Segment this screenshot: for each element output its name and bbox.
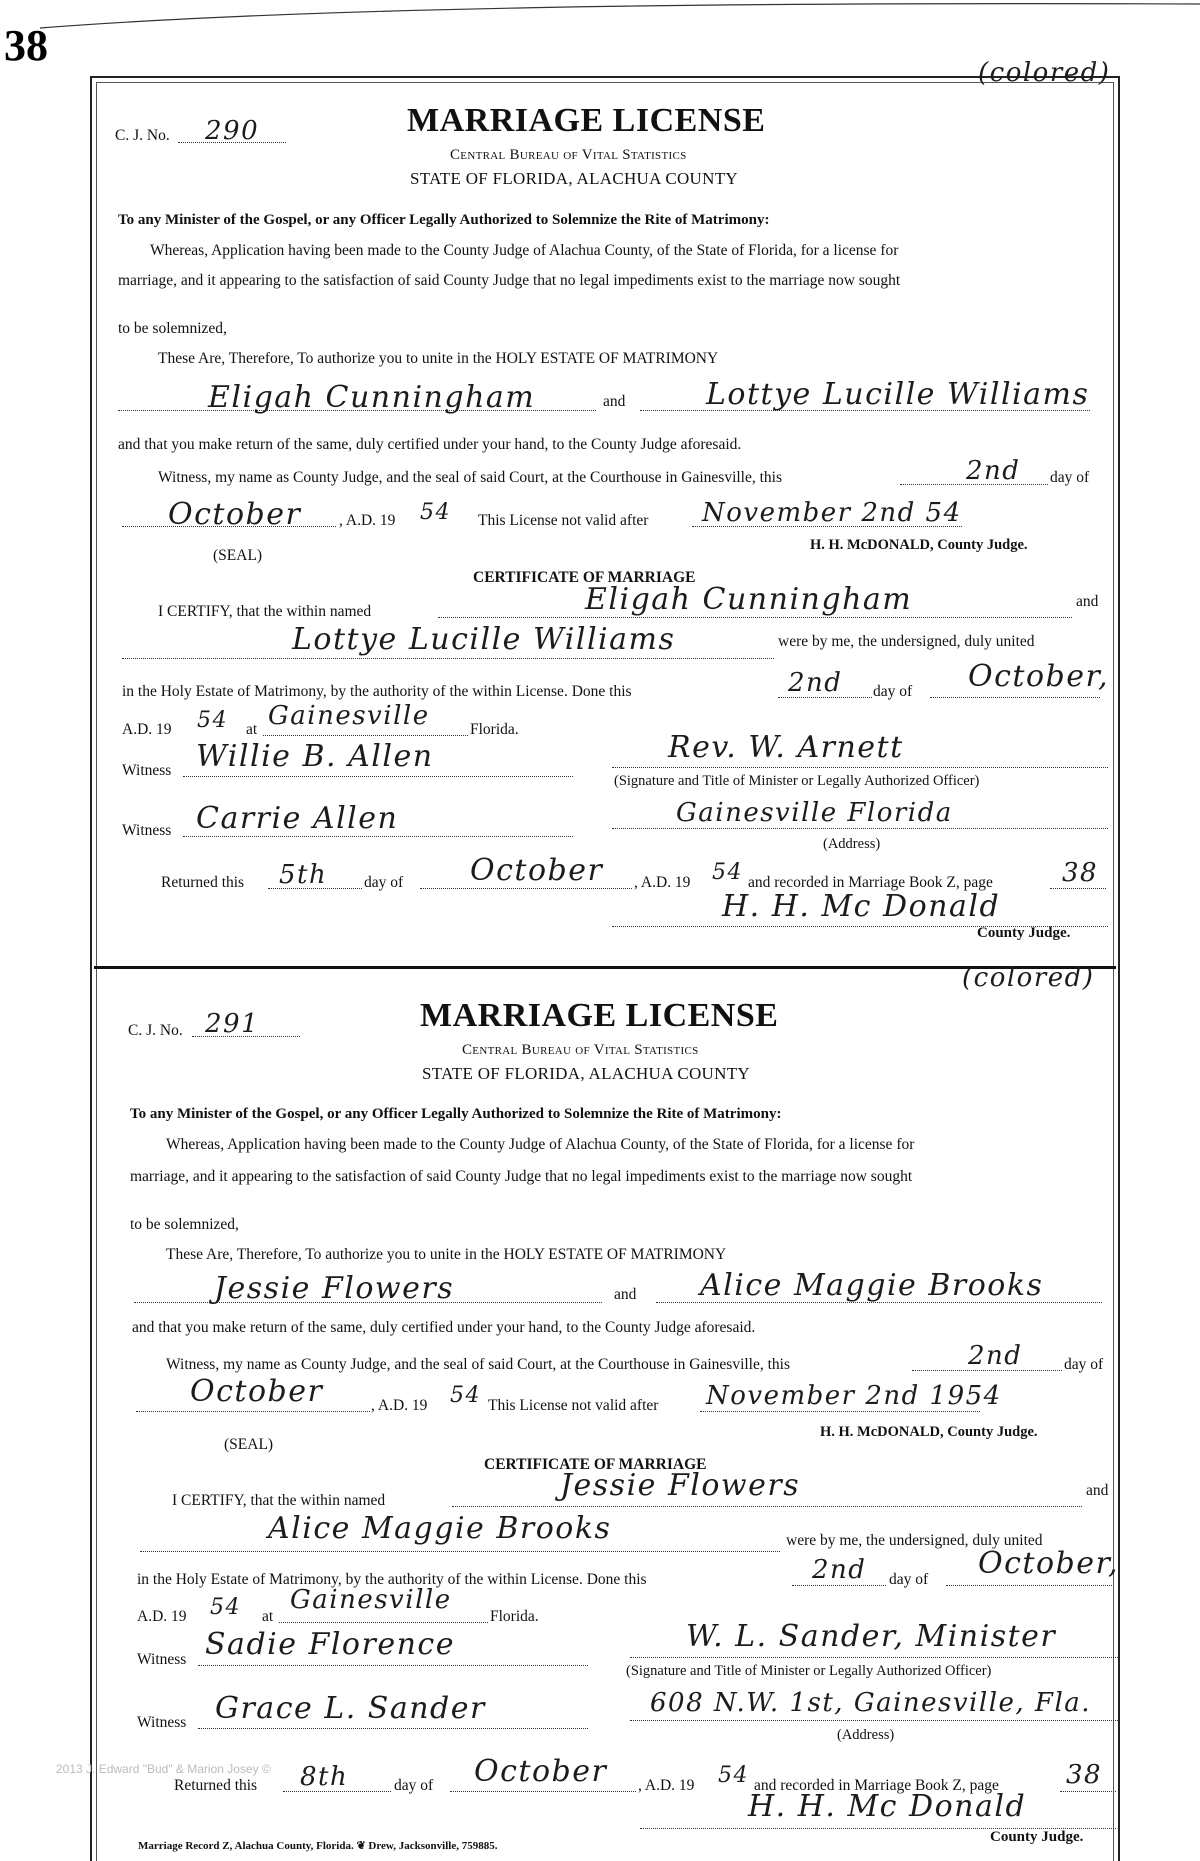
- bureau-line: Central Bureau of Vital Statistics: [462, 1042, 699, 1058]
- valid-until: November 2nd 54: [702, 498, 962, 528]
- cert-bride: Lottye Lucille Williams: [292, 622, 676, 657]
- license-month: October: [168, 497, 302, 532]
- bride-name: Lottye Lucille Williams: [706, 377, 1090, 412]
- cj-number-label: C. J. No.: [128, 1022, 183, 1039]
- state-line: STATE OF FLORIDA, ALACHUA COUNTY: [422, 1064, 750, 1083]
- and-label: and: [614, 1286, 637, 1303]
- state-line: STATE OF FLORIDA, ALACHUA COUNTY: [410, 169, 738, 188]
- witness-2-signature: Grace L. Sander: [215, 1691, 486, 1726]
- license-day: 2nd: [966, 456, 1021, 486]
- done-day: 2nd: [812, 1555, 867, 1585]
- ad-label: , A.D. 19: [371, 1397, 428, 1414]
- returned-month: October: [470, 853, 604, 888]
- marriage-license-291: [0, 897, 1200, 1790]
- witness-1-label: Witness: [122, 762, 172, 779]
- i-certify-label: I CERTIFY, that the within named: [158, 603, 372, 620]
- colored-note: (colored): [962, 963, 1095, 993]
- done-month: October,: [968, 659, 1110, 694]
- lic2-returned-ad: , A.D. 19: [638, 1777, 695, 1794]
- lic2-returned-day-of: day of: [394, 1777, 434, 1794]
- witness-2-label: Witness: [122, 822, 172, 839]
- were-by-me: were by me, the undersigned, duly united: [778, 633, 1035, 650]
- cert-groom: Eligah Cunningham: [585, 582, 913, 617]
- cj-number-value: 291: [205, 1009, 260, 1039]
- copyright-watermark: 2013 J. Edward "Bud" & Marion Josey ©: [56, 1762, 271, 1776]
- license-year: 54: [420, 500, 451, 525]
- lic2-judge-signature: H. H. Mc Donald: [748, 1789, 1027, 1824]
- witness-my-name: Witness, my name as County Judge, and the seal of said Court, at the Courthouse in Gainesville, this: [158, 469, 783, 486]
- seal-label: (SEAL): [224, 1436, 274, 1453]
- ad-prefix: A.D. 19: [122, 721, 172, 738]
- license-year: 54: [450, 1383, 481, 1408]
- lic2-returned-year: 54: [718, 1763, 749, 1788]
- officiant-signature: Rev. W. Arnett: [668, 730, 904, 765]
- license-title: MARRIAGE LICENSE: [407, 102, 766, 139]
- witness-2-label: Witness: [137, 1714, 187, 1731]
- at-label: at: [262, 1608, 274, 1625]
- cert-groom: Jessie Flowers: [560, 1468, 801, 1503]
- witness-my-name: Witness, my name as County Judge, and the seal of said Court, at the Courthouse in Gainesville, this: [166, 1356, 791, 1373]
- return-line: and that you make return of the same, duly certified under your hand, to the County Judge aforesaid.: [118, 436, 742, 453]
- done-month: October,: [978, 1546, 1120, 1581]
- whereas-line-2: marriage, and it appearing to the satisfaction of said County Judge that no legal impediments exist to the marriage now sought: [130, 1168, 913, 1185]
- whereas-line-1: Whereas, Application having been made to the County Judge of Alachua County, of the State of Florida, for a license for: [166, 1136, 915, 1153]
- returned-label: Returned this: [161, 874, 245, 891]
- officiant-caption: (Signature and Title of Minister or Legally Authorized Officer): [626, 1663, 992, 1679]
- done-place: Gainesville: [290, 1585, 452, 1615]
- recorded-in: and recorded in Marriage Book Z, page: [748, 874, 993, 891]
- judge-signature: H. H. Mc Donald: [722, 889, 1001, 924]
- groom-name: Eligah Cunningham: [208, 380, 536, 415]
- address-caption: (Address): [823, 836, 881, 852]
- these-are-line: These Are, Therefore, To authorize you to unite in the HOLY ESTATE OF MATRIMONY: [166, 1246, 727, 1263]
- bureau-line: Central Bureau of Vital Statistics: [450, 147, 687, 163]
- page-number: 38: [4, 21, 48, 70]
- day-of-label: day of: [1050, 469, 1090, 486]
- day-of-label: day of: [1064, 1356, 1104, 1373]
- lic2-returned-month: October: [474, 1754, 608, 1789]
- done-day-of: day of: [873, 683, 913, 700]
- return-line: and that you make return of the same, duly certified under your hand, to the County Judge aforesaid.: [132, 1319, 756, 1336]
- whereas-line-1: Whereas, Application having been made to the County Judge of Alachua County, of the State of Florida, for a license for: [150, 242, 899, 259]
- address-caption: (Address): [837, 1727, 895, 1743]
- returned-day: 5th: [279, 860, 328, 890]
- done-day-of: day of: [889, 1571, 929, 1588]
- county-judge-label: County Judge.: [977, 925, 1071, 941]
- witness-1-signature: Sadie Florence: [205, 1627, 455, 1662]
- returned-day-of: day of: [364, 874, 404, 891]
- ad-prefix: A.D. 19: [137, 1608, 187, 1625]
- florida-label: Florida.: [470, 721, 519, 738]
- lic2-county-judge-label: County Judge.: [990, 1829, 1084, 1845]
- cert-and: and: [1086, 1482, 1109, 1499]
- returned-year: 54: [712, 860, 743, 885]
- bride-name: Alice Maggie Brooks: [700, 1268, 1044, 1303]
- book-page: 38: [1062, 858, 1099, 888]
- at-label: at: [246, 721, 258, 738]
- whereas-line-3: to be solemnized,: [130, 1216, 239, 1233]
- valid-until: November 2nd 1954: [706, 1381, 1002, 1411]
- were-by-me: were by me, the undersigned, duly united: [786, 1532, 1043, 1549]
- whereas-line-2: marriage, and it appearing to the satisfaction of said County Judge that no legal impediments exist to the marriage now sought: [118, 272, 901, 289]
- lic2-book-page: 38: [1066, 1760, 1103, 1790]
- judge-name-printed: H. H. McDONALD, County Judge.: [820, 1424, 1038, 1440]
- witness-1-signature: Willie B. Allen: [196, 739, 434, 774]
- to-any-minister: To any Minister of the Gospel, or any Officer Legally Authorized to Solemnize the Rite of Matrimony:: [118, 212, 770, 228]
- footer-note: Marriage Record Z, Alachua County, Florida. ❦ Drew, Jacksonville, 759885.: [138, 1840, 498, 1852]
- license-month: October: [190, 1374, 324, 1409]
- to-any-minister: To any Minister of the Gospel, or any Officer Legally Authorized to Solemnize the Rite of Matrimony:: [130, 1106, 782, 1122]
- holy-estate-line: in the Holy Estate of Matrimony, by the authority of the within License. Done this: [122, 683, 632, 700]
- officiant-address: 608 N.W. 1st, Gainesville, Fla.: [650, 1688, 1092, 1718]
- witness-2-signature: Carrie Allen: [196, 801, 399, 836]
- officiant-caption: (Signature and Title of Minister or Legally Authorized Officer): [614, 773, 980, 789]
- done-year: 54: [210, 1595, 241, 1620]
- certificate-title: CERTIFICATE OF MARRIAGE: [473, 569, 696, 586]
- holy-estate-line: in the Holy Estate of Matrimony, by the authority of the within License. Done this: [137, 1571, 647, 1588]
- officiant-signature: W. L. Sander, Minister: [686, 1619, 1057, 1654]
- whereas-line-3: to be solemnized,: [118, 320, 227, 337]
- license-day: 2nd: [968, 1341, 1023, 1371]
- license-title: MARRIAGE LICENSE: [420, 997, 779, 1034]
- lic2-returned-day: 8th: [300, 1762, 349, 1792]
- cj-number-value: 290: [205, 116, 260, 146]
- done-place: Gainesville: [268, 701, 430, 731]
- officiant-address: Gainesville Florida: [676, 798, 953, 828]
- done-day: 2nd: [788, 668, 843, 698]
- returned-ad: , A.D. 19: [634, 874, 691, 891]
- and-label: and: [603, 393, 626, 410]
- judge-name-printed: H. H. McDONALD, County Judge.: [810, 537, 1028, 553]
- cert-and: and: [1076, 593, 1099, 610]
- colored-note: (colored): [978, 58, 1111, 88]
- cert-bride: Alice Maggie Brooks: [268, 1511, 612, 1546]
- groom-name: Jessie Flowers: [214, 1271, 455, 1306]
- lic2-recorded-in: and recorded in Marriage Book Z, page: [754, 1777, 999, 1794]
- not-valid-label: This License not valid after: [488, 1397, 659, 1414]
- cj-number-label: C. J. No.: [115, 127, 170, 144]
- these-are-line: These Are, Therefore, To authorize you to unite in the HOLY ESTATE OF MATRIMONY: [158, 350, 719, 367]
- ad-label: , A.D. 19: [339, 512, 396, 529]
- witness-1-label: Witness: [137, 1651, 187, 1668]
- florida-label: Florida.: [490, 1608, 539, 1625]
- not-valid-label: This License not valid after: [478, 512, 649, 529]
- certificate-title: CERTIFICATE OF MARRIAGE: [484, 1456, 707, 1473]
- i-certify-label: I CERTIFY, that the within named: [172, 1492, 386, 1509]
- seal-label: (SEAL): [213, 547, 263, 564]
- lic2-returned-label: Returned this: [174, 1777, 258, 1794]
- done-year: 54: [197, 708, 228, 733]
